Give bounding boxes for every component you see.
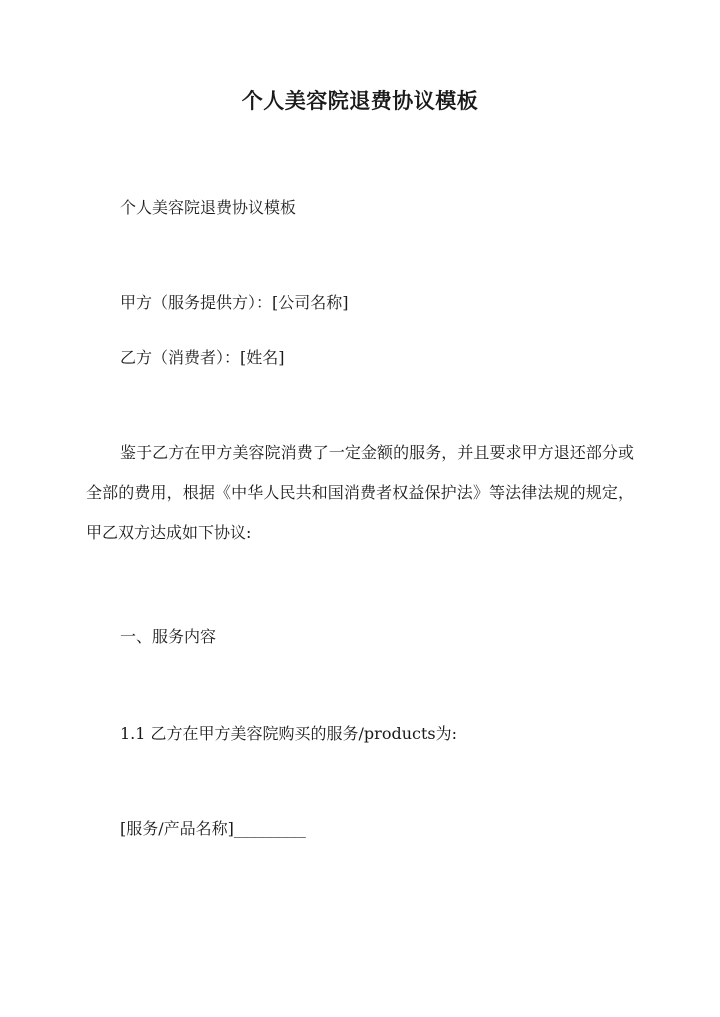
document-title: 个人美容院退费协议模板: [241, 88, 479, 113]
document-subtitle: 个人美容院退费协议模板: [120, 198, 297, 217]
service-name-field: [服务/产品名称]_________: [120, 819, 306, 838]
clause-1-1: 1.1 乙方在甲方美容院购买的服务/products为:: [120, 724, 457, 743]
preamble-paragraph: [86, 433, 634, 553]
section-1-heading: 一、服务内容: [120, 627, 217, 646]
party-a-line: 甲方（服务提供方）：[公司名称]: [120, 293, 349, 312]
party-b-line: 乙方（消费者）：[姓名]: [120, 348, 285, 367]
preamble-text: 鉴于乙方在甲方美容院消费了一定金额的服务，并且要求甲方退还部分或全部的费用，根据《中华人民共和国消费者权益保护法》等法律法规的规定，甲乙双方达成如下协议:: [86, 443, 634, 542]
